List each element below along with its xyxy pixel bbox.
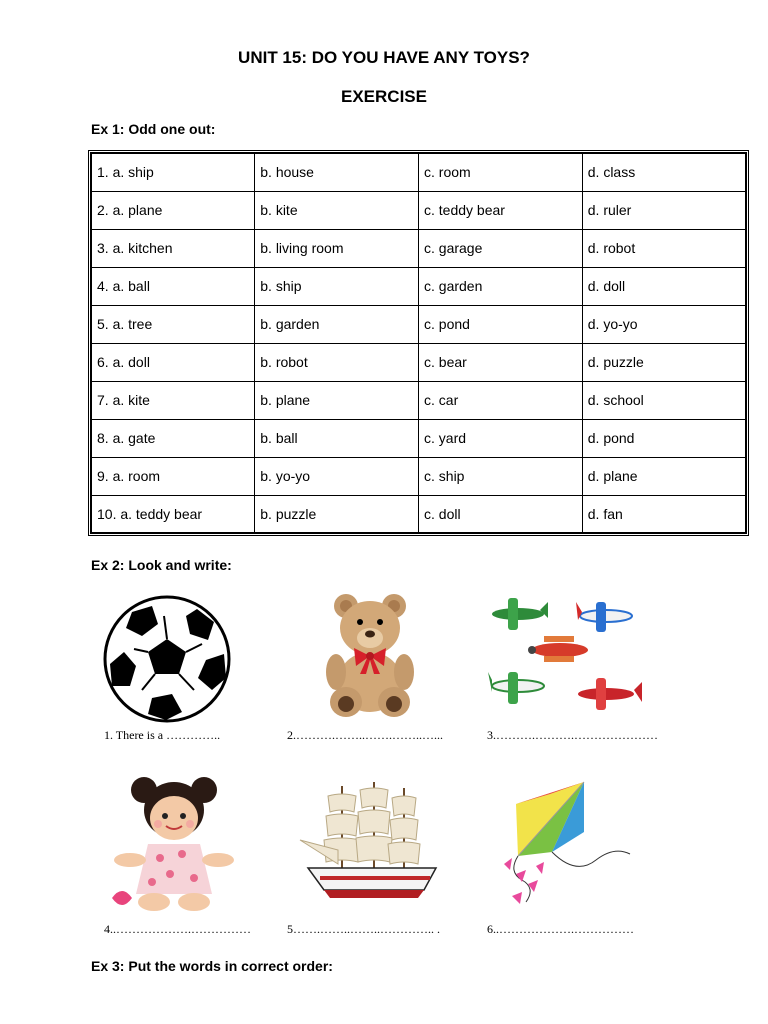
- kite-icon: [496, 780, 636, 910]
- caption-3: 3.……….……….…………………: [487, 728, 658, 742]
- table-cell: d. yo-yo: [582, 305, 746, 343]
- table-cell: d. school: [582, 381, 746, 419]
- table-cell: c. bear: [419, 343, 583, 381]
- caption-5: 5…….……..……..………….. .: [287, 922, 440, 936]
- table-cell: 10. a. teddy bear: [91, 495, 255, 533]
- caption-4: 4..……………….……………: [104, 922, 251, 936]
- caption-1: 1. There is a …………..: [104, 728, 221, 742]
- page-subtitle: EXERCISE: [341, 87, 427, 106]
- table-row: [91, 495, 746, 533]
- table-cell: c. room: [419, 153, 583, 191]
- table-cell: b. living room: [255, 229, 419, 267]
- table-cell: 5. a. tree: [91, 305, 255, 343]
- table-cell: c. doll: [419, 495, 583, 533]
- table-cell: c. garden: [419, 267, 583, 305]
- table-cell: 4. a. ball: [91, 267, 255, 305]
- table-cell: c. teddy bear: [419, 191, 583, 229]
- table-cell: b. garden: [255, 305, 419, 343]
- table-cell: d. plane: [582, 457, 746, 495]
- exercise-1-heading: Ex 1: Odd one out:: [91, 121, 216, 137]
- caption-2: 2.……….……..…….……..…...: [287, 728, 443, 742]
- table-cell: b. yo-yo: [255, 457, 419, 495]
- table-cell: c. car: [419, 381, 583, 419]
- exercise-2-heading: Ex 2: Look and write:: [91, 557, 232, 573]
- table-cell: b. robot: [255, 343, 419, 381]
- table-row: [91, 267, 746, 305]
- table-cell: 6. a. doll: [91, 343, 255, 381]
- table-cell: b. plane: [255, 381, 419, 419]
- table-row: [91, 229, 746, 267]
- toy-planes-icon: [488, 592, 646, 724]
- odd-one-out-table: [90, 152, 747, 534]
- table-cell: b. puzzle: [255, 495, 419, 533]
- sailing-ship-icon: [298, 780, 440, 904]
- table-cell: b. kite: [255, 191, 419, 229]
- soccer-ball-icon: [102, 594, 232, 724]
- table-row: [91, 457, 746, 495]
- table-row: [91, 381, 746, 419]
- exercise-3-heading: Ex 3: Put the words in correct order:: [91, 958, 333, 974]
- table-row: [91, 305, 746, 343]
- table-cell: c. pond: [419, 305, 583, 343]
- table-cell: c. yard: [419, 419, 583, 457]
- table-row: [91, 419, 746, 457]
- table-cell: c. garage: [419, 229, 583, 267]
- table-row: [91, 153, 746, 191]
- table-cell: d. puzzle: [582, 343, 746, 381]
- table-row: [91, 343, 746, 381]
- table-cell: d. doll: [582, 267, 746, 305]
- caption-6: 6..……………….……………: [487, 922, 634, 936]
- table-cell: 9. a. room: [91, 457, 255, 495]
- page-title: UNIT 15: DO YOU HAVE ANY TOYS?: [238, 48, 530, 67]
- table-cell: d. class: [582, 153, 746, 191]
- table-cell: 8. a. gate: [91, 419, 255, 457]
- teddy-bear-icon: [320, 590, 420, 720]
- table-cell: d. ruler: [582, 191, 746, 229]
- table-row: [91, 191, 746, 229]
- table-cell: d. pond: [582, 419, 746, 457]
- table-cell: b. house: [255, 153, 419, 191]
- table-cell: d. fan: [582, 495, 746, 533]
- table-cell: 2. a. plane: [91, 191, 255, 229]
- table-cell: 1. a. ship: [91, 153, 255, 191]
- doll-icon: [108, 768, 240, 916]
- table-cell: 3. a. kitchen: [91, 229, 255, 267]
- table-cell: d. robot: [582, 229, 746, 267]
- table-cell: c. ship: [419, 457, 583, 495]
- table-cell: 7. a. kite: [91, 381, 255, 419]
- table-cell: b. ball: [255, 419, 419, 457]
- table-cell: b. ship: [255, 267, 419, 305]
